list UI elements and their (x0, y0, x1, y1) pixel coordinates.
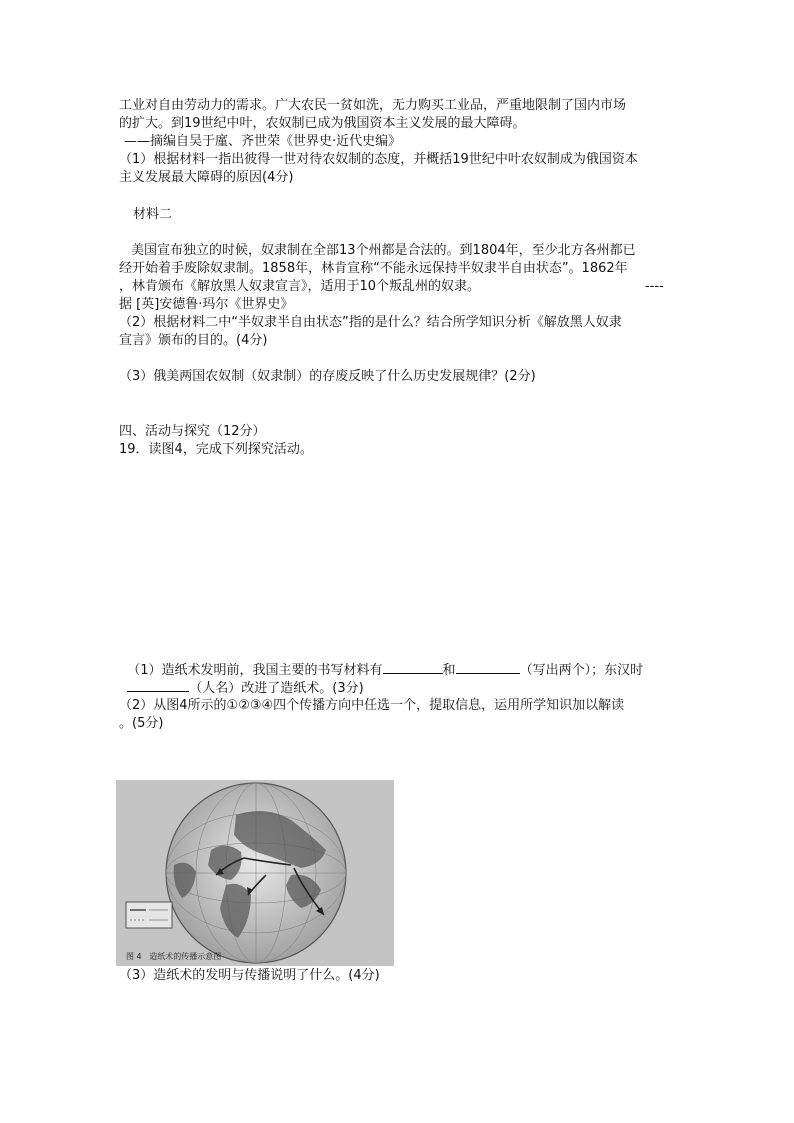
material2-title: 材料二 (133, 207, 173, 222)
question-1-line2: 主义发展最大障碍的原因(4分) (119, 170, 294, 185)
question-1-line1: （1）根据材料一指出彼得一世对待农奴制的态度，并概括19世纪中叶农奴制成为俄国资本 (119, 152, 638, 167)
material2-line3: ，林肯颁布《解放黑人奴隶宣言》，适用于10个叛乱州的奴隶。 (119, 279, 481, 294)
material2-line2: 经开始着手废除奴隶制。1858年，林肯宣称“不能永远保持半奴隶半自由状态”。1862年 (119, 261, 628, 276)
material2-line1: 美国宣布独立的时候，奴隶制在全部13个州都是合法的。到1804年，至少北方各州都已 (131, 243, 636, 258)
paper-spread-map-figure (116, 780, 394, 966)
question-2-line2: 宣言》颁布的目的。(4分) (119, 333, 268, 348)
map-graphic (116, 780, 394, 966)
material1-source: ——摘编自吴于廑、齐世荣《世界史·近代史编》 (124, 134, 402, 149)
q19-1-part4: （人名）改进了造纸术。(3分) (189, 681, 364, 696)
question-19: 19．读图4，完成下列探究活动。 (119, 442, 313, 457)
material1-line1: 工业对自由劳动力的需求。广大农民一贫如洗，无力购买工业品，严重地限制了国内市场 (119, 98, 627, 113)
q19-1-part1: （1）造纸术发明前，我国主要的书写材料有 (127, 663, 383, 678)
question-3: （3）俄美两国农奴制（奴隶制）的存废反映了什么历史发展规律？(2分) (119, 369, 536, 384)
answer-blank-1[interactable] (383, 660, 443, 674)
question-19-2-line2: 。(5分) (119, 716, 164, 731)
section-4-heading: 四、活动与探究（12分） (119, 424, 266, 439)
question-2-line1: （2）根据材料二中“半奴隶半自由状态”指的是什么？结合所学知识分析《解放黑人奴隶 (119, 315, 622, 330)
answer-blank-3[interactable] (127, 678, 189, 692)
material1-line2: 的扩大。到19世纪中叶，农奴制已成为俄国资本主义发展的最大障碍。 (119, 116, 526, 131)
q19-1-part2: 和 (442, 663, 456, 678)
figure-caption: 图 4 造纸术的传播示意图 (126, 952, 222, 961)
question-19-2-line1: （2）从图4所示的①②③④四个传播方向中任选一个，提取信息，运用所学知识加以解读 (119, 698, 625, 713)
material2-dashes: ---- (645, 279, 664, 294)
material2-source: 据 [英]安德鲁·玛尔《世界史》 (119, 297, 294, 312)
question-19-3: （3）造纸术的发明与传播说明了什么。(4分) (119, 968, 380, 983)
answer-blank-2[interactable] (456, 660, 520, 674)
question-19-1-line2 (119, 660, 364, 698)
q19-1-part3: （写出两个）；东汉时 (519, 663, 644, 678)
map-legend (126, 902, 172, 928)
